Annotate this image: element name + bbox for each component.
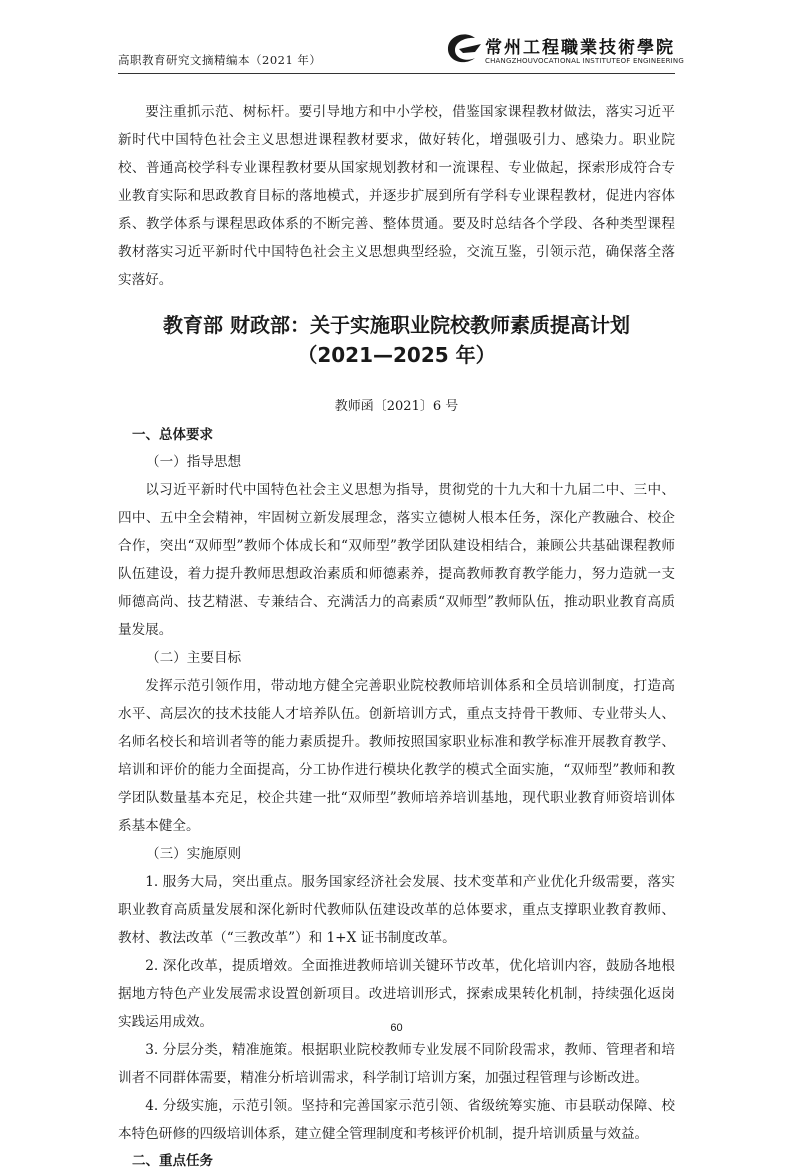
document-title-line2: （2021—2025 年） xyxy=(297,343,496,367)
page-number: 60 xyxy=(390,1022,403,1034)
main-goals-paragraph: 发挥示范引领作用，带动地方健全完善职业院校教师培训体系和全员培训制度，打造高水平、高层次的技术技能人才培养队伍。创新培训方式，重点支持骨干教师、专业带头人、名师名校长和培训者等的能力素质提升。教师按照国家职业标准和教学标准开展教育教学、培训和评价的能力全面提高，分工协作进行模块化教学的模式全面实施，“双师型”教师和教学团队数量基本充足，校企共建一批“双师型”教师培养培训基地，现代职业教育师资培训体系基本健全。 xyxy=(118,678,675,834)
principle-item: 3. 分层分类，精准施策。根据职业院校教师专业发展不同阶段需求，教师、管理者和培训者不同群体需要，精准分析培训需求，科学制订培训方案，加强过程管理与诊断改进。 xyxy=(118,1042,675,1086)
logo-english-name: CHANGZHOUVOCATIONAL INSTITUTEOF ENGINEERING xyxy=(485,57,684,65)
page-content xyxy=(118,98,675,1174)
subsection-heading-main-goals: （二）主要目标 xyxy=(146,650,242,666)
intro-paragraph: 要注重抓示范、树标杆。要引导地方和中小学校，借鉴国家课程教材做法，落实习近平新时代中国特色社会主义思想进课程教材要求，做好转化，增强吸引力、感染力。职业院校、普通高校学科专业课程教材要从国家规划教材和一流课程、专业做起，探索形成符合专业教育实际和思政教育目标的落地模式，并逐步扩展到所有学科专业课程教材，促进内容体系、教学体系与课程思政体系的不断完善、整体贯通。要及时总结各个学段、各种类型课程教材落实习近平新时代中国特色社会主义思想典型经验，交流互鉴，引领示范，确保落全落实落好。 xyxy=(118,104,675,288)
header-divider xyxy=(118,73,675,74)
subsection-heading-guiding-ideology: （一）指导思想 xyxy=(146,454,242,470)
header-publication-title: 高职教育研究文摘精编本（2021 年） xyxy=(118,53,322,67)
section-heading-key-tasks: 二、重点任务 xyxy=(132,1153,213,1169)
principle-item: 2. 深化改革，提质增效。全面推进教师培训关键环节改革，优化培训内容，鼓励各地根据地方特色产业发展需求设置创新项目。改进培训形式，探索成果转化机制，持续强化返岗实践运用成效。 xyxy=(118,958,675,1030)
logo-chinese-name: 常州工程職業技術學院 xyxy=(485,38,675,58)
guiding-ideology-paragraph: 以习近平新时代中国特色社会主义思想为指导，贯彻党的十九大和十九届二中、三中、四中、五中全会精神，牢固树立新发展理念，落实立德树人根本任务，深化产教融合、校企合作，突出“双师型”教师个体成长和“双师型”教学团队建设相结合，兼顾公共基础课程教师队伍建设，着力提升教师思想政治素质和师德素养，提高教师教育教学能力，努力造就一支师德高尚、技艺精湛、专兼结合、充满活力的高素质“双师型”教师队伍，推动职业教育高质量发展。 xyxy=(118,482,675,638)
college-logo xyxy=(445,30,684,70)
principle-item: 4. 分级实施，示范引领。坚持和完善国家示范引领、省级统筹实施、市县联动保障、校本特色研修的四级培训体系，建立健全管理制度和考核评价机制，提升培训质量与效益。 xyxy=(118,1098,675,1142)
section-heading-general-requirements: 一、总体要求 xyxy=(132,427,213,443)
page-header xyxy=(118,30,684,74)
document-number: 教师函〔2021〕6 号 xyxy=(334,399,459,414)
subsection-heading-principles: （三）实施原则 xyxy=(146,846,242,862)
document-title-line1: 教育部 财政部：关于实施职业院校教师素质提高计划 xyxy=(163,313,630,337)
principle-item: 1. 服务大局，突出重点。服务国家经济社会发展、技术变革和产业优化升级需要，落实职业教育高质量发展和深化新时代教师队伍建设改革的总体要求，重点支撑职业教育教师、教材、教法改革（“三教改革”）和 1+X 证书制度改革。 xyxy=(118,874,675,946)
college-emblem-icon xyxy=(445,32,483,66)
